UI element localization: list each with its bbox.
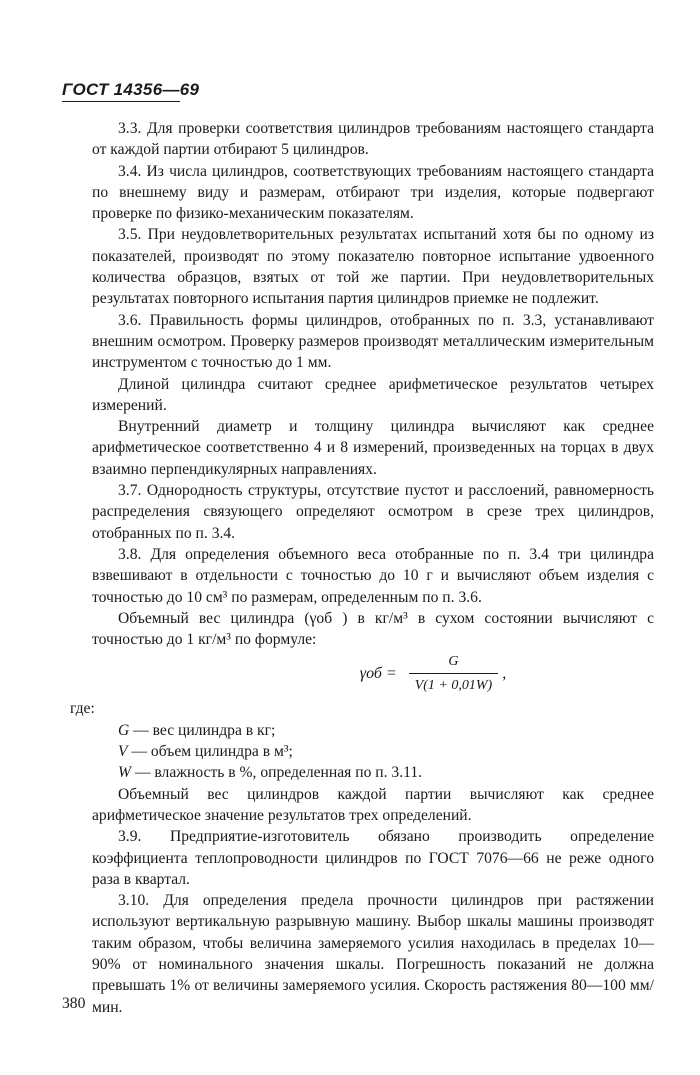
paragraph-3-10: 3.10. Для определения предела прочности цилиндров при растяжении используют вертикальную разрывную машину. Выбор шкалы машины производят таким образом, чтобы величина замеряемого усилия находилась в пределах 10—90% от номинального значения шкалы. Погрешность показаний не должна превышать 1% от величины замеряемого усилия. Скорость растяжения 80—100 мм/мин.: [92, 892, 654, 1016]
variable-definitions: [92, 720, 654, 784]
formula-lhs: γоб =: [359, 664, 397, 682]
def-v: [118, 741, 654, 762]
def-w-symbol: W: [118, 764, 131, 782]
paragraph-3-9: 3.9. Предприятие-изготовитель обязано производить определение коэффициента теплопроводности цилиндров по ГОСТ 7076—66 не реже одного раза в квартал.: [92, 828, 654, 888]
paragraph-3-6: 3.6. Правильность формы цилиндров, отобранных по п. 3.3, устанавливают внешним осмотром. Проверку размеров производят металлическим измерительным инструментом с точностью до 1 мм.: [92, 311, 654, 372]
paragraph-length: Длиной цилиндра считают среднее арифметическое результатов четырех измерений.: [92, 375, 654, 414]
header-rule: [62, 101, 180, 102]
paragraph-3-5: 3.5. При неудовлетворительных результатах испытаний хотя бы по одному из показателей, производят по этому показателю повторное испытание удвоенного количества образцов, взятых от той же партии. При неудовлетворительных результатах повторного испытания партия цилиндров приемке не подлежит.: [92, 226, 654, 308]
paragraph-diameter: Внутренний диаметр и толщину цилиндра вычисляют как среднее арифметическое соответственно 4 и 8 измерений, произведенных на торцах в двух взаимно перпендикулярных направлениях.: [92, 418, 654, 478]
page-number: 380: [62, 995, 86, 1012]
def-g-symbol: G: [118, 721, 130, 739]
def-w-text: — влажность в %, определенная по п. 3.11.: [131, 764, 423, 782]
paragraph-density-intro: Объемный вес цилиндра (γоб ) в кг/м³ в сухом состоянии вычисляют с точностью до 1 кг/м³ по формуле:: [92, 609, 654, 649]
formula-trail: ,: [502, 664, 507, 682]
where-label: где:: [70, 700, 95, 718]
density-formula: [212, 652, 654, 694]
paragraph-density-average: Объемный вес цилиндров каждой партии вычисляют как среднее арифметическое значение результатов трех определений.: [92, 785, 654, 824]
formula-fraction: [409, 651, 499, 697]
formula-denominator: V(1 + 0,01W): [409, 673, 499, 696]
formula-numerator: G: [448, 653, 459, 669]
def-g-text: — вес цилиндра в кг;: [129, 721, 276, 739]
paragraph-3-4: 3.4. Из числа цилиндров, соответствующих требованиям настоящего стандарта по внешнему виду и размерам, отбирают три изделия, которые подвергают проверке по физико-механическим показателям.: [92, 162, 654, 223]
def-v-text: — объем цилиндра в м³;: [127, 743, 293, 761]
def-g: [118, 720, 654, 741]
document-header: ГОСТ 14356—69: [62, 80, 200, 99]
paragraph-3-8: 3.8. Для определения объемного веса отобранные по п. 3.4 три цилиндра взвешивают в отдельности с точностью до 10 г и вычисляют объем изделия с точностью до 10 см³ по размерам, определенным по п. 3.6.: [92, 545, 654, 606]
def-w: [118, 762, 654, 783]
paragraph-3-7: 3.7. Однородность структуры, отсутствие пустот и расслоений, равномерность распределения связующего определяют осмотром в срезе трех цилиндров, отобранных по п. 3.4.: [92, 482, 654, 542]
def-v-symbol: V: [118, 743, 128, 761]
paragraph-3-3: 3.3. Для проверки соответствия цилиндров требованиям настоящего стандарта от каждой партии отбирают 5 цилиндров.: [92, 120, 654, 159]
